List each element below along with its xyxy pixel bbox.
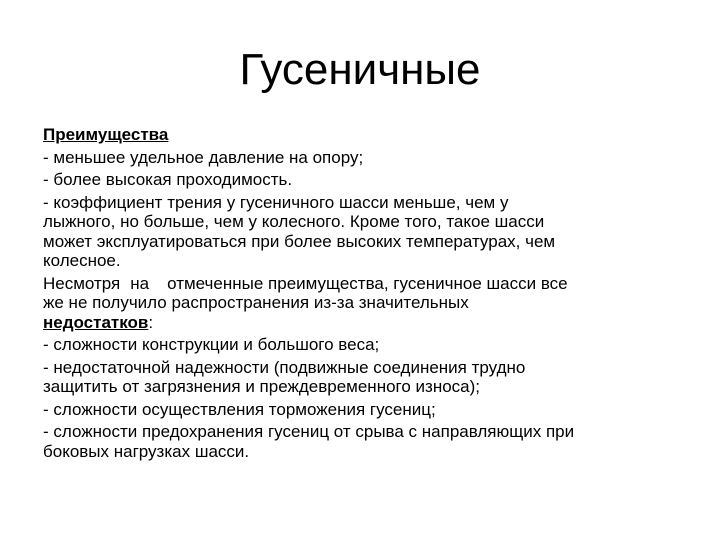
disadvantage-item-4: - сложности предохранения гусениц от срыва с направляющих при — [43, 422, 575, 441]
transition-rest: отмеченные преимущества, гусеничное шасси все — [167, 273, 568, 293]
slide-title: Гусеничные — [239, 45, 481, 94]
advantage-item-2: - более высокая проходимость. — [43, 170, 293, 189]
transition-word-despite: Несмотря — [43, 273, 121, 293]
disadvantage-item-1: - сложности конструкции и большого веса; — [43, 335, 380, 354]
transition-line-1 — [43, 274, 688, 294]
disadvantage-item-3: - сложности осуществления торможения гусениц; — [43, 399, 436, 419]
advantage-item-3-cont-1: лыжного, но больше, чем у колесного. Кроме того, такое шасси — [43, 212, 545, 231]
advantage-item-3-cont-3: колесное. — [43, 251, 121, 270]
transition-word-na: на — [130, 273, 150, 293]
advantage-item-1: - меньшее удельное давление на опору; — [43, 147, 364, 167]
transition-line-2: же не получило распространения из-за значительных — [43, 293, 469, 312]
disadvantages-heading: недостатков — [43, 312, 149, 332]
advantages-heading: Преимущества — [43, 125, 169, 144]
advantage-item-3: - коэффициент трения у гусеничного шасси меньше, чем у — [43, 192, 509, 212]
disadvantages-heading-line — [43, 313, 688, 333]
disadvantages-colon: : — [148, 312, 154, 332]
disadvantage-item-2-cont: защитить от загрязнения и преждевременного износа); — [43, 377, 481, 396]
disadvantage-item-2: - недостаточной надежности (подвижные соединения трудно — [43, 357, 526, 377]
disadvantage-item-4-cont: боковых нагрузках шасси. — [43, 441, 250, 461]
slide-body — [43, 125, 688, 461]
advantage-item-3-cont-2: может эксплуатироваться при более высоких температурах, чем — [43, 231, 556, 251]
